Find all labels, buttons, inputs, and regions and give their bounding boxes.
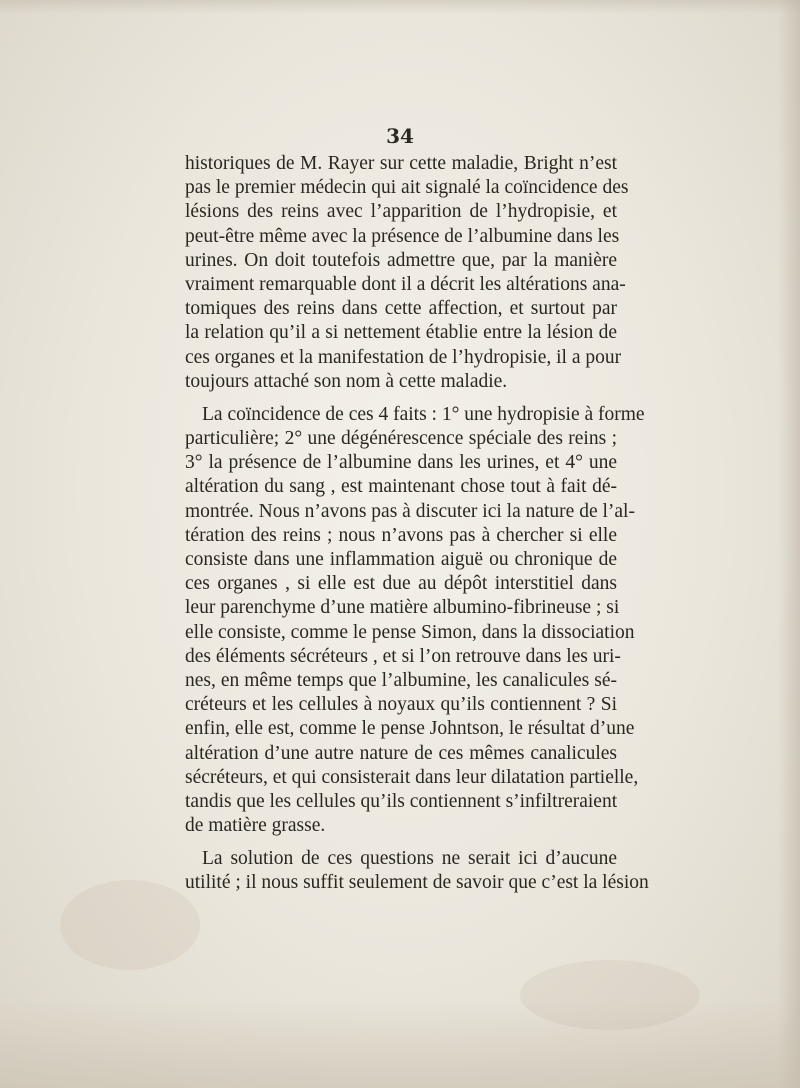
paragraph-gap: [185, 394, 617, 403]
text-line: la relation qu’il a si nettement établie entre la lésion de: [185, 322, 617, 344]
paragraph-gap: [185, 838, 617, 847]
text-line: ces organes , si elle est due au dépôt interstitiel dans: [185, 573, 617, 595]
text-line: altération d’une autre nature de ces mêmes canalicules: [185, 742, 617, 764]
text-line: leur parenchyme d’une matière albumino-fibrineuse ; si: [185, 597, 620, 619]
text-line: historiques de M. Rayer sur cette maladie, Bright n’est: [185, 153, 617, 174]
text-line: toujours attaché son nom à cette maladie.: [185, 370, 508, 392]
text-line: altération du sang , est maintenant chose tout à fait dé-: [185, 476, 617, 498]
text-line: tandis que les cellules qu’ils contiennent s’infiltreraient: [185, 790, 618, 812]
text-line: particulière; 2° une dégénérescence spéciale des reins ;: [185, 428, 617, 450]
text-line: utilité ; il nous suffit seulement de savoir que c’est la lésion: [185, 872, 649, 894]
text-line: enfin, elle est, comme le pense Johntson, le résultat d’une: [185, 718, 635, 740]
text-line: lésions des reins avec l’apparition de l’hydropisie, et: [185, 201, 617, 223]
text-line: tomiques des reins dans cette affection, et surtout par: [185, 298, 617, 320]
text-line: créteurs et les cellules à noyaux qu’ils contiennent ? Si: [185, 694, 617, 716]
text-line: ces organes et la manifestation de l’hydropisie, il a pour: [185, 346, 622, 368]
paragraph: [185, 152, 629, 394]
text-line: des éléments sécréteurs , et si l’on retrouve dans les uri-: [185, 645, 621, 667]
text-line: urines. On doit toutefois admettre que, par la manière: [185, 249, 617, 271]
paper-stain: [520, 960, 700, 1030]
text-line: de matière grasse.: [185, 815, 326, 837]
text-line: La solution de ces questions ne serait ici d’aucune: [202, 848, 617, 870]
text-line: La coïncidence de ces 4 faits : 1° une hydropisie à forme: [202, 403, 645, 425]
text-line: pas le premier médecin qui ait signalé la coïncidence des: [185, 177, 629, 199]
text-line: nes, en même temps que l’albumine, les canalicules sé-: [185, 669, 617, 691]
paragraph: [185, 847, 649, 895]
text-line: sécréteurs, et qui consisterait dans leur dilatation partielle,: [185, 766, 639, 788]
text-line: consiste dans une inflammation aiguë ou chronique de: [185, 549, 617, 570]
text-line: elle consiste, comme le pense Simon, dans la dissociation: [185, 621, 635, 643]
paper-stain: [60, 880, 200, 970]
text-line: vraiment remarquable dont il a décrit les altérations ana-: [185, 273, 626, 295]
text-line: montrée. Nous n’avons pas à discuter ici la nature de l’al-: [185, 500, 635, 522]
text-line: 3° la présence de l’albumine dans les urines, et 4° une: [185, 452, 617, 474]
page-number: 34: [386, 124, 414, 148]
text-line: tération des reins ; nous n’avons pas à chercher si elle: [185, 524, 617, 546]
body-text: [185, 152, 649, 896]
paragraph: [185, 403, 645, 838]
text-line: peut-être même avec la présence de l’albumine dans les: [185, 225, 620, 247]
page-shadow-top: [0, 0, 800, 14]
page-shadow-right: [778, 0, 800, 1088]
